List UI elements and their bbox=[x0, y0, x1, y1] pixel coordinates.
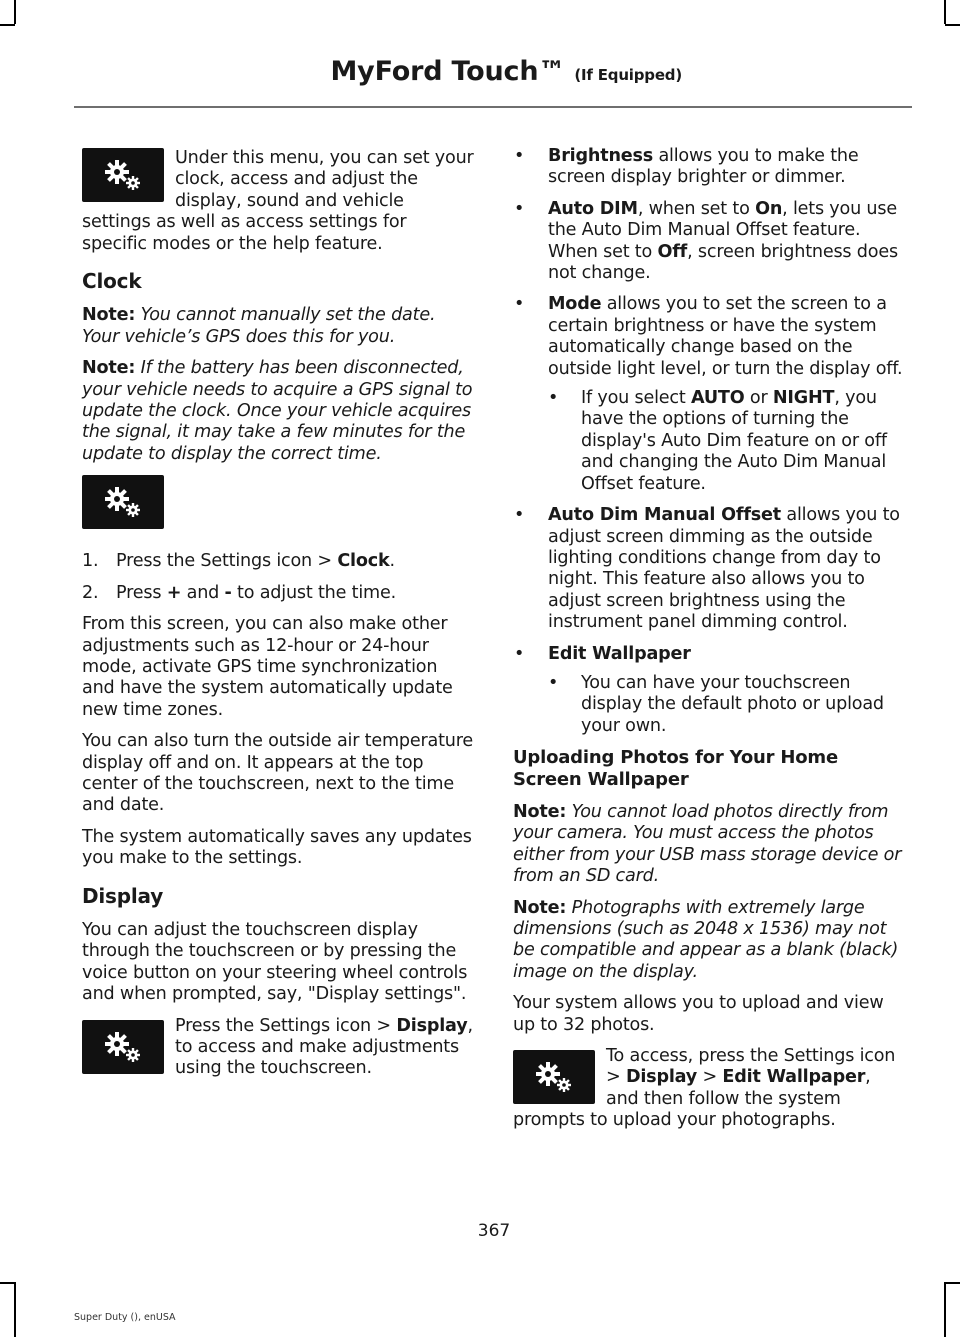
list-item-brightness: • Brightness allows you to make the screen display brighter or dimmer. bbox=[513, 146, 905, 189]
clock-note-2: If the battery has been disconnected, your vehicle needs to acquire a GPS signal to update the clock. Once your vehicle acquires the signal, it may take a few minutes for the update to display the correct time. bbox=[82, 358, 473, 464]
intro-text: Under this menu, you can set your clock, access and adjust the display, sound and vehicle settings as well as access settings for specific modes or the help feature. bbox=[82, 148, 474, 254]
header-subtitle: (If Equipped) bbox=[574, 66, 682, 84]
crop-mark bbox=[944, 1282, 946, 1337]
list-item-mode-sub: • If you select AUTO or NIGHT, you have the options of turning the display's Auto Dim feature on or off and changing the Auto Dim Manual Offset feature. bbox=[548, 388, 905, 495]
display-options-list bbox=[513, 146, 905, 737]
clock-note-1: You cannot manually set the date. Your vehicle’s GPS does this for you. bbox=[82, 305, 436, 347]
upload-paragraph: Your system allows you to upload and view up to 32 photos. bbox=[513, 993, 884, 1035]
list-item-auto-dim: • Auto DIM, when set to On, lets you use the Auto Dim Manual Offset feature. When set to Off, screen brightness does not change. bbox=[513, 199, 905, 285]
footer-doc-id: Super Duty (), enUSA bbox=[74, 1312, 176, 1323]
crop-mark bbox=[14, 1282, 16, 1337]
upload-note-1: You cannot load photos directly from your camera. You must access the photos either from your USB mass storage device or from an SD card. bbox=[513, 801, 902, 887]
settings-gear-icon bbox=[82, 475, 164, 529]
note-label: Note: bbox=[513, 897, 567, 918]
right-column bbox=[513, 146, 905, 1142]
list-item-manual-offset: • Auto Dim Manual Offset allows you to adjust screen dimming as the outside lighting conditions change from day to night. This feature also allows you to adjust screen brightness using the instrument panel dimming control. bbox=[513, 505, 905, 633]
note-label: Note: bbox=[82, 305, 136, 326]
page-header bbox=[331, 56, 682, 87]
upload-heading: Uploading Photos for Your Home Screen Wallpaper bbox=[513, 747, 838, 790]
crop-mark bbox=[945, 1282, 960, 1284]
header-rule bbox=[74, 106, 912, 108]
clock-paragraph-1: From this screen, you can also make other adjustments such as 12-hour or 24-hour mode, activate GPS time synchronization and have the system automatically update new time zones. bbox=[82, 614, 453, 720]
step-1: 1. Press the Settings icon > Clock. bbox=[82, 551, 395, 572]
display-paragraph: You can adjust the touchscreen display through the touchscreen or by pressing the voice button on your steering wheel controls and when prompted, say, "Display settings". bbox=[82, 919, 468, 1005]
list-item-mode: • Mode allows you to set the screen to a certain brightness or have the system automatically change based on the outside light level, or turn the display off. • If you select AUTO or NIGHT, you have the options of turning the display's Auto Dim feature on or off and changing the Auto Dim Manual Offset feature. bbox=[513, 294, 905, 495]
upload-note-2: Photographs with extremely large dimensions (such as 2048 x 1536) may not be compatible and appear as a blank (black) image on the display. bbox=[513, 897, 899, 982]
left-column bbox=[82, 148, 474, 1090]
crop-mark bbox=[945, 24, 960, 26]
step-2: 2. Press + and - to adjust the time. bbox=[82, 582, 396, 603]
crop-mark bbox=[14, 0, 16, 24]
note-label: Note: bbox=[82, 358, 136, 379]
settings-gear-icon bbox=[513, 1050, 595, 1104]
clock-steps bbox=[82, 551, 474, 604]
settings-gear-icon bbox=[82, 148, 164, 202]
clock-heading: Clock bbox=[82, 269, 142, 294]
crop-mark bbox=[0, 24, 15, 26]
crop-mark bbox=[0, 1282, 15, 1284]
display-access-text: Press the Settings icon > Display, to access and make adjustments using the touchscreen. bbox=[175, 1015, 473, 1079]
clock-paragraph-2: You can also turn the outside air temperature display off and on. It appears at the top center of the touchscreen, next to the time and date. bbox=[82, 731, 474, 816]
clock-paragraph-3: The system automatically saves any updates you make to the settings. bbox=[82, 826, 472, 869]
list-item-wallpaper-sub: • You can have your touchscreen display the default photo or upload your own. bbox=[548, 673, 905, 737]
header-title: MyFord Touch™ bbox=[330, 56, 566, 87]
crop-mark bbox=[944, 0, 946, 24]
settings-gear-icon bbox=[82, 1020, 164, 1074]
page-number: 367 bbox=[477, 1221, 511, 1241]
wallpaper-access-text: To access, press the Settings icon > Display > Edit Wallpaper, and then follow the system prompts to upload your photographs. bbox=[513, 1046, 896, 1131]
note-label: Note: bbox=[513, 801, 567, 822]
list-item-edit-wallpaper: • Edit Wallpaper • You can have your touchscreen display the default photo or upload your own. bbox=[513, 644, 905, 738]
display-heading: Display bbox=[82, 883, 164, 908]
